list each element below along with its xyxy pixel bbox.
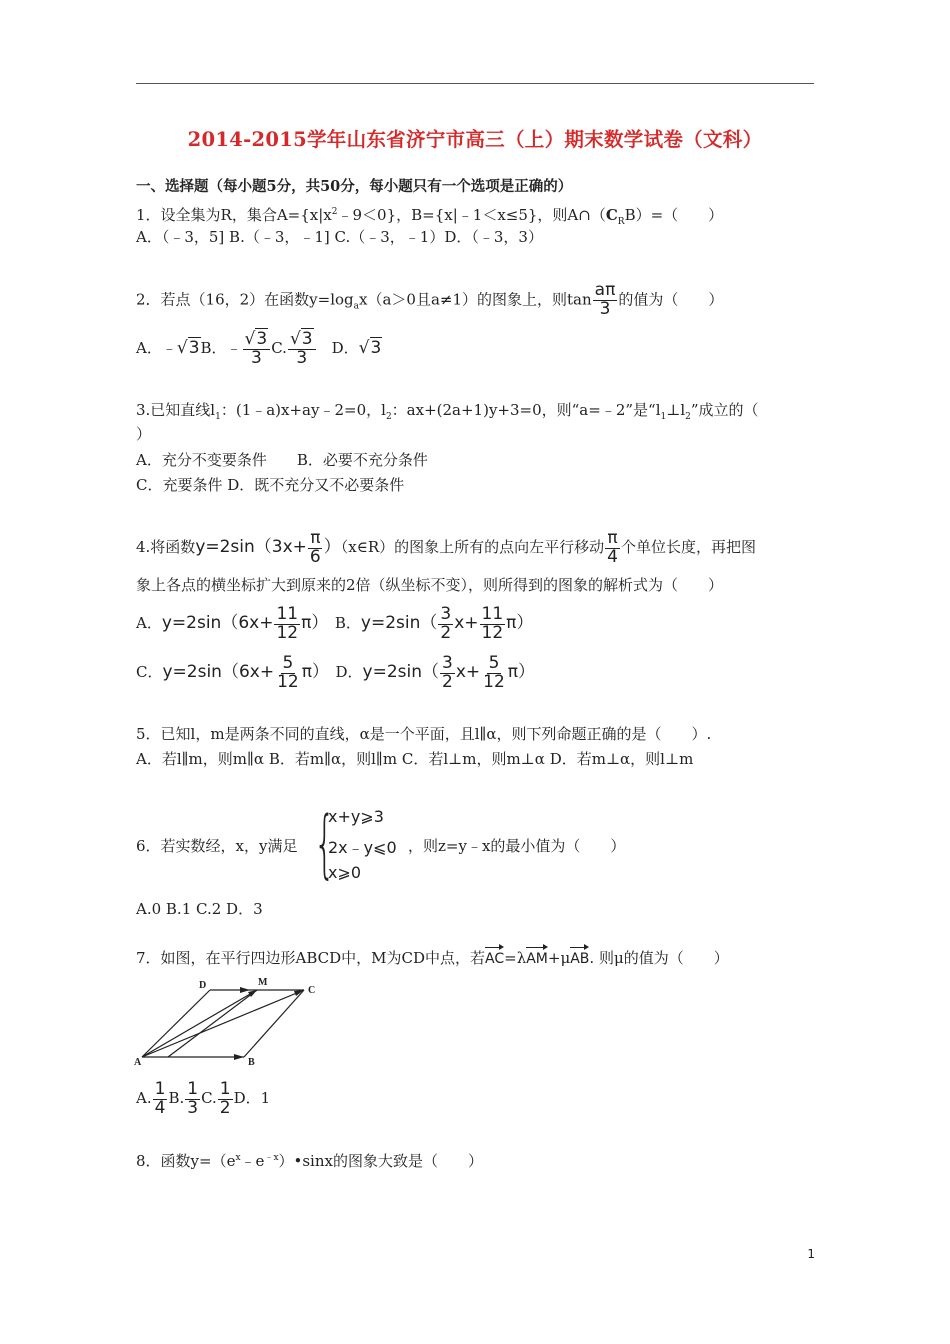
question-6-options: A.0 B.1 C.2 D．3 [136,900,263,918]
question-1-options: A．（﹣3，5] B.（﹣3，﹣1] C.（﹣3，﹣1）D．（﹣3，3） [136,228,543,246]
question-3-options-1: A．充分不变要条件 B．必要不充分条件 [136,451,428,469]
question-7-options: A. $\frac{1}{4}$ B. $\frac{1}{3}$ C. $\frac{1}{2}$ D．1 [136,1078,271,1118]
question-2-stem: 2．若点（16，2）在函数$y=\log_ax(a>0$且a≠1）的图象上，则tan $\frac{a\pi}{3}$ 的值为（ ） [136,280,724,319]
section-heading: 一、选择题（每小题5分，共50分，每小题只有一个选项是正确的） [136,178,573,195]
question-7-stem: 7．如图，在平行四边形ABCD中，M为CD中点，若AC=λAM+μAB. 则μ的值为（ ） [136,949,729,967]
question-5-stem: 5．已知l，m是两条不同的直线，α是一个平面，且l∥α，则下列命题正确的是（ ）. [136,725,712,743]
vertex-label-b: B [248,1057,255,1067]
inequality-system: { x+y⩾3 2x﹣y⩽0 x⩾0 [314,801,397,887]
exam-title: 2014-2015学年山东省济宁市高三（上）期末数学试卷（文科） [187,128,763,151]
question-4-stem: 4.将函数y=2sin（3x+ $\frac{\pi}{6}$ ）（x∈R）的图象上所有的点向左平行移动 $\frac{\pi}{4}$ 个单位长度，再把图 [136,527,756,567]
question-2-options: A．﹣√3B．﹣ $\frac{√3}{3}$ C. $\frac{√3}{3}$ D．√3 [136,328,382,368]
fraction-a-pi-over-3: $\frac{a\pi}{3}$ [594,280,616,319]
vertex-label-a: A [134,1057,142,1067]
question-3-options-2: C．充要条件 D．既不充分又不必要条件 [136,476,405,494]
question-5-options: A．若l∥m，则m∥α B．若m∥α，则l∥m C．若l⊥m，则m⊥α D．若m⊥α，则l⊥m [136,750,694,768]
header-rule [136,83,814,84]
vertex-label-m: M [258,977,268,988]
vertex-label-c: C [308,985,316,996]
parallelogram-figure [132,975,332,1067]
page-number: 1 [807,1247,815,1261]
question-4-stem-cont: 象上各点的横坐标扩大到原来的2倍（纵坐标不变），则所得到的图象的解析式为（ ） [136,576,724,594]
vertex-label-d: D [199,980,207,991]
question-6-stem-b: ，则z=y﹣x的最小值为（ ） [408,837,626,855]
question-3-stem: 3.已知直线$l_1$：(1﹣a)x+ay﹣2=0，$l_2$：ax+(2a+1)y+3=0，则“a=﹣2”是“$l_1\perp l_2$”成立的（ [136,401,759,422]
question-4-options-cd: C．y=2sin（6x+ $\frac{5}{12}$ π） D．y=2sin（ $\frac{3}{2}$ x+ $\frac{5}{12}$ π） [136,652,536,692]
question-8-stem: 8．函数$y=(e^x﹣e^{﹣x})•\sin x$的图象大致是（ ） [136,1152,483,1170]
question-1-stem: 1．设全集为R，集合$A=\{x|x^2﹣9<0\}$，B={x|﹣1＜x≤5}，则$A\cap(C_RB)=$（ ） [136,206,724,227]
left-brace-icon: { [314,801,336,887]
question-6-stem-a: 6．若实数经，x，y满足 [136,837,298,855]
question-4-options-ab: A．y=2sin（6x+ $\frac{11}{12}$ π） B．y=2sin（ $\frac{3}{2}$ x+ $\frac{11}{12}$ π） [136,603,534,643]
question-3-stem-cont: ） [136,425,152,443]
